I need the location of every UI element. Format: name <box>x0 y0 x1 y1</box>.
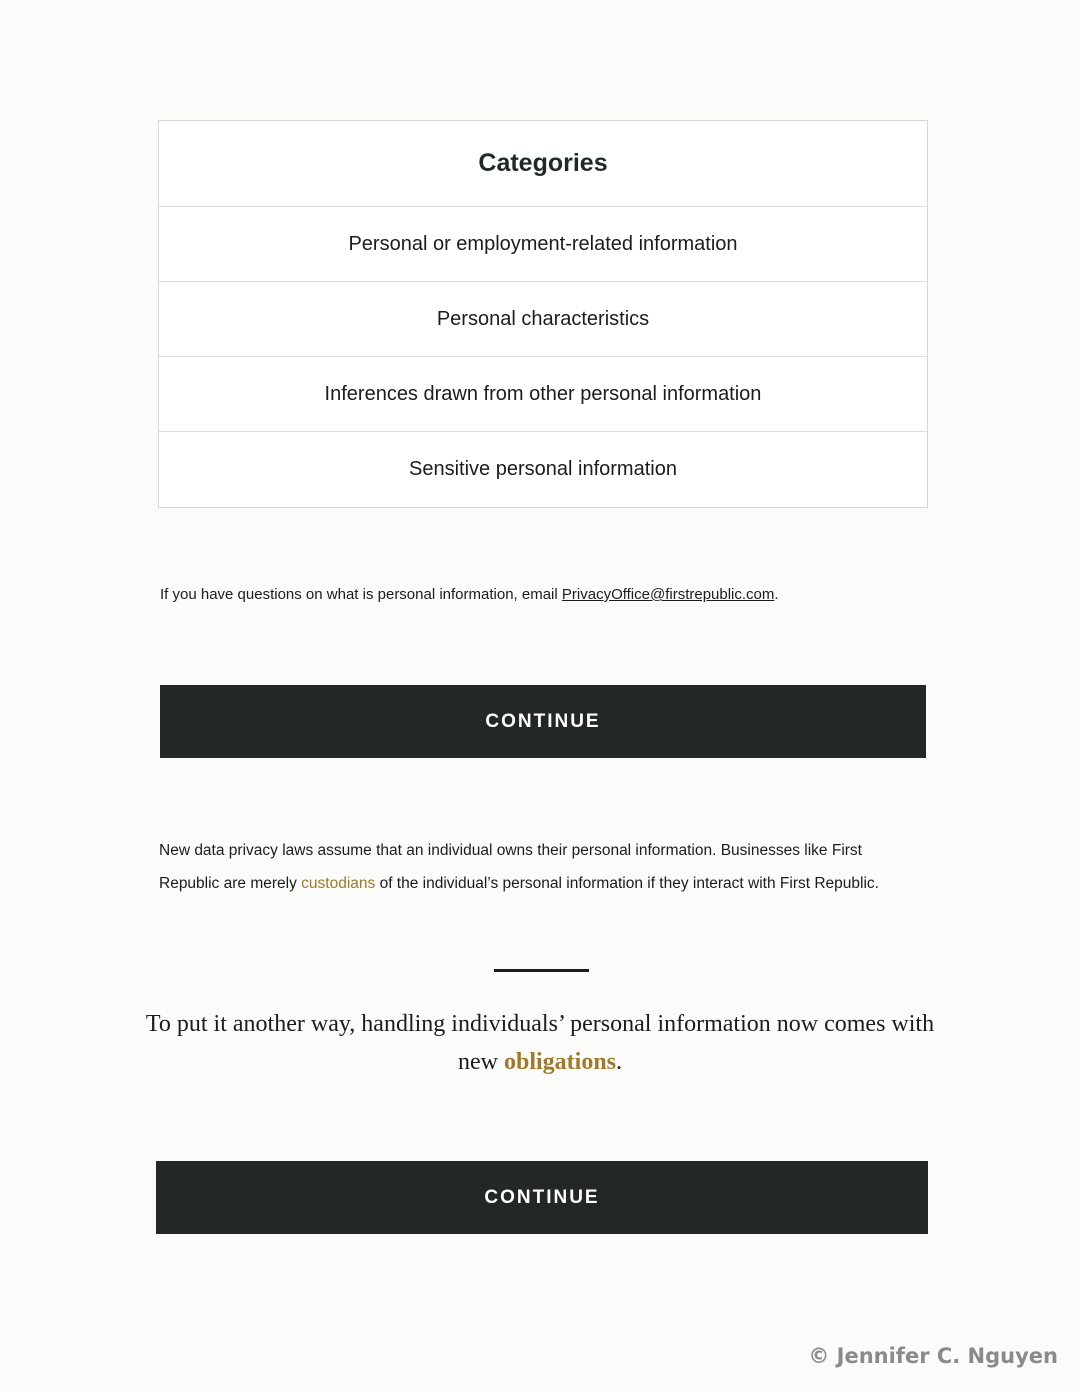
custodians-highlight: custodians <box>301 875 376 892</box>
category-row-personal-employment: Personal or employment-related information <box>159 207 927 282</box>
privacy-laws-paragraph <box>159 834 919 900</box>
continue-button-2[interactable]: CONTINUE <box>156 1161 928 1234</box>
category-row-inferences: Inferences drawn from other personal information <box>159 357 927 432</box>
quote-part-2: . <box>616 1049 622 1075</box>
paragraph-part-2: of the individual’s personal information if they interact with First Republic. <box>375 875 879 892</box>
copyright-watermark: © Jennifer C. Nguyen <box>808 1344 1058 1368</box>
categories-header: Categories <box>159 121 927 207</box>
obligations-quote <box>140 1005 940 1081</box>
category-row-sensitive-info: Sensitive personal information <box>409 458 677 480</box>
obligations-highlight: obligations <box>503 1049 616 1075</box>
email-note <box>160 586 960 603</box>
categories-table <box>158 120 928 508</box>
category-row-personal-characteristics: Personal characteristics <box>159 282 927 357</box>
paragraph-part-1: New data privacy laws assume that an individual owns their personal information. Businesses like First Republic are merely <box>159 842 862 892</box>
section-divider <box>494 969 589 972</box>
continue-button-1[interactable]: CONTINUE <box>160 685 926 758</box>
email-note-suffix: . <box>774 586 779 603</box>
quote-part-1: To put it another way, handling individuals’ personal information now comes with new <box>145 1011 935 1075</box>
privacy-office-email-link[interactable]: PrivacyOffice@firstrepublic.com <box>561 586 775 603</box>
email-note-prefix: If you have questions on what is personal information, email <box>160 586 562 603</box>
